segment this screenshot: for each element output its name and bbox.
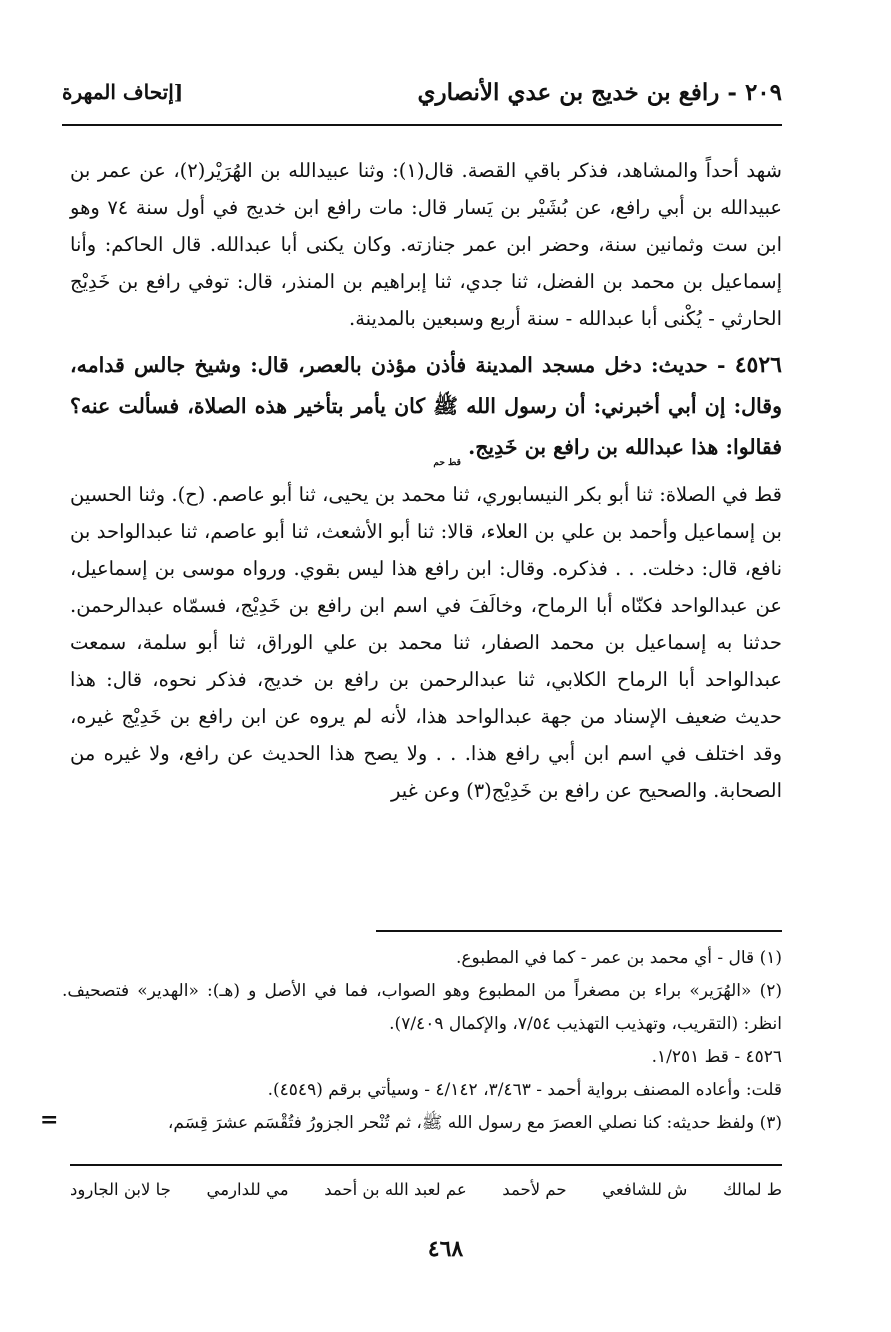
footnote-1: (١) قال - أي محمد بن عمر - كما في المطبوع. <box>455 948 782 968</box>
main-text <box>70 152 782 817</box>
hadith-text: - حديث: دخل مسجد المدينة فأذن مؤذن بالعصر، قال: وشيخ جالس قدامه، وقال: إن أبي أخبرني: أن رسول الله ﷺ كان يأمر بتأخير هذه الصلاة، فسألت عنه؟ فقالوا: هذا عبدالله بن رافع بن خَدِيج. <box>70 353 782 459</box>
abbreviation-item: حم لأحمد <box>502 1180 567 1199</box>
abbreviation-item: ط لمالك <box>722 1180 782 1199</box>
hadith-reference: ٤٥٢٦ - قط ١/٢٥١. <box>651 1047 782 1067</box>
abbreviation-item: جا لابن الجارود <box>70 1180 171 1199</box>
page-number: ٤٦٨ <box>427 1236 464 1262</box>
chapter-title: ٢٠٩ - رافع بن خديج بن عدي الأنصاري <box>417 78 782 106</box>
footnote-3: (٣) ولفظ حديثه: كنا نصلي العصرَ مع رسول الله ﷺ، ثم تُنْحر الجزورُ فتُقْسَم عشرَ قِسَم، <box>167 1113 782 1133</box>
editor-note: قلت: وأعاده المصنف برواية أحمد - ٣/٤٦٣، ٤/١٤٢ - وسيأتي برقم (٤٥٤٩). <box>267 1080 782 1100</box>
abbreviation-key <box>70 1180 782 1199</box>
header-rule <box>62 124 782 126</box>
abbreviation-item: ش للشافعي <box>602 1180 688 1199</box>
paragraph-1: شهد أحداً والمشاهد، فذكر باقي القصة. قال(١): وثنا عبيدالله بن الهُرَيْر(٢)، عن عمر بن عبيدالله بن أبي رافع، عن بُشَيْر بن يَسار قال: مات رافع ابن خديج في أول سنة ٧٤ وهو ابن ست وثمانين سنة، وحضر ابن عمر جنازته. وكان يكنى أبا عبدالله. قال الحاكم: وأنا إسماعيل بن محمد بن الفضل، ثنا جدي، ثنا إبراهيم بن المنذر، قال: توفي رافع بن خَدِيْج الحارثي - يُكْنى أبا عبدالله - سنة أربع وسبعين بالمدينة. <box>70 159 782 330</box>
page-header <box>62 72 782 112</box>
hadith-entry <box>70 345 782 468</box>
abbreviation-rule <box>70 1164 782 1166</box>
footnote-rule <box>376 930 782 932</box>
abbreviation-item: عم لعبد الله بن أحمد <box>324 1180 467 1199</box>
book-title: [إتحاف المهرة <box>62 80 184 104</box>
source-markers: قط حم <box>433 458 461 468</box>
abbreviation-item: مي للدارمي <box>206 1180 289 1199</box>
hadith-number: ٤٥٢٦ <box>734 352 782 378</box>
footnotes <box>62 942 782 1140</box>
paragraph-3: قط في الصلاة: ثنا أبو بكر النيسابوري، ثنا محمد بن يحيى، ثنا أبو عاصم. (ح). وثنا الحسين بن إسماعيل وأحمد بن علي بن العلاء، قالا: ثنا أبو الأشعث، ثنا أبو عاصم، ثنا عبدالواحد بن نافع، قال: دخلت. . . فذكره. وقال: ابن رافع هذا ليس بقوي. ورواه موسى بن إسماعيل، عن عبدالواحد فكنّاه أبا الرماح، وخالَفَ في اسم ابن رافع بن خَدِيْج، فسمّاه عبدالرحمن. حدثنا به إسماعيل بن محمد الصفار، ثنا محمد بن علي الوراق، ثنا أبو سلمة، سمعت عبدالواحد أبا الرماح الكلابي، ثنا عبدالرحمن بن رافع بن خديج، فذكر نحوه، قال: هذا حديث ضعيف الإسناد من جهة عبدالواحد هذا، لأنه لم يروه عن ابن رافع بن خَدِيْج غيره، وقد اختلف في اسم ابن أبي رافع هذا. . . ولا يصح هذا الحديث عن رافع، ولا غيره من الصحابة. والصحيح عن رافع بن خَدِيْج(٣) وعن غير <box>70 483 782 802</box>
continuation-mark: = <box>40 1107 59 1133</box>
footnote-2: (٢) «الهُرَير» براء بن مصغراً من المطبوع وهو الصواب، فما في الأصل و (هـ): «الهدير» فتصحيف. انظر: (التقريب، وتهذيب التهذيب ٧/٥٤، والإكمال ٧/٤٠٩). <box>62 981 782 1034</box>
